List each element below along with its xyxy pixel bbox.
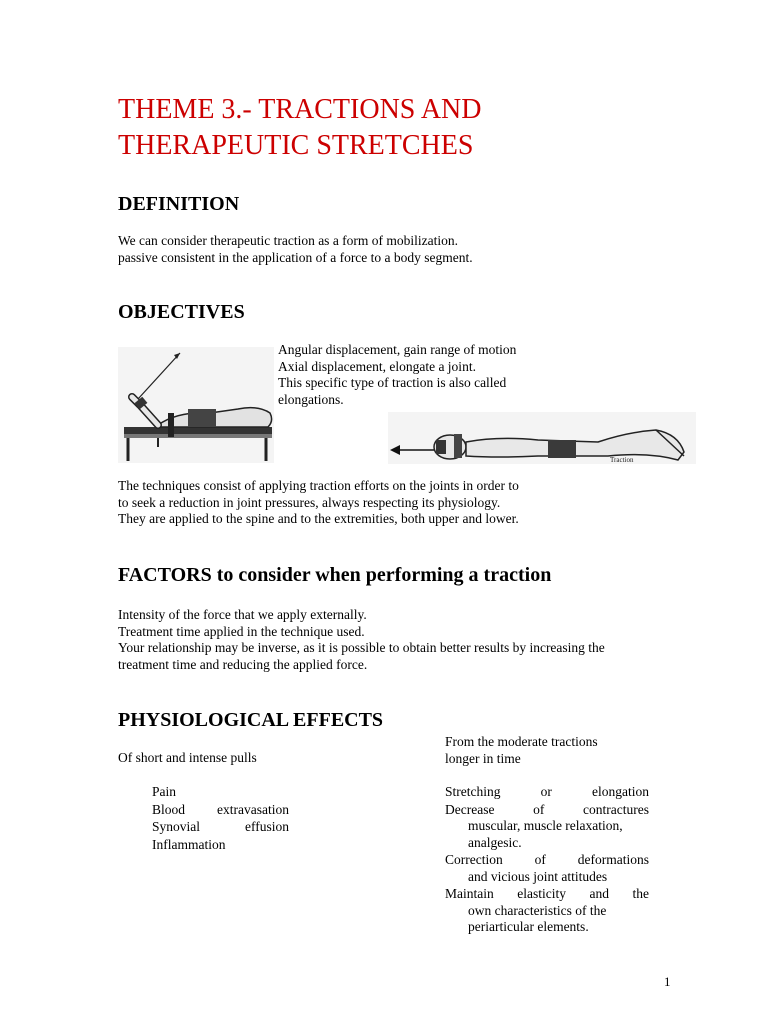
right-item-deformations: Correction of deformations: [445, 852, 649, 867]
left-item-synovial-effusion: Synovial effusion: [152, 819, 289, 834]
techniques-line-1: The techniques consist of applying traction efforts on the joints in order to: [118, 478, 519, 493]
left-item-blood-extravasation: Blood extravasation: [152, 801, 289, 817]
definition-text: [118, 233, 473, 266]
factors-line-3: Your relationship may be inverse, as it is possible to obtain better results by increasing the: [118, 640, 605, 655]
factors-heading: FACTORS to consider when performing a traction: [118, 564, 552, 586]
physiological-heading: PHYSIOLOGICAL EFFECTS: [118, 709, 384, 731]
techniques-text: [118, 478, 519, 528]
factors-text: [118, 607, 605, 673]
short-pulls-list: [152, 784, 289, 853]
definition-heading: DEFINITION: [118, 193, 240, 215]
right-intro-line-1: From the moderate tractions: [445, 734, 598, 749]
right-item-contractures-cont-2: analgesic.: [468, 834, 522, 850]
right-item-contractures: Decrease of contractures: [445, 801, 649, 817]
factors-line-4: treatment time and reducing the applied force.: [118, 656, 368, 672]
definition-line-2: passive consistent in the application of a force to a body segment.: [118, 249, 473, 265]
axial-traction-illustration: [388, 412, 696, 464]
moderate-tractions-intro: [445, 734, 598, 767]
title-line-2: THERAPEUTIC STRETCHES: [118, 130, 474, 161]
objectives-line-1: Angular displacement, gain range of motion: [278, 342, 517, 357]
traction-label: Traction: [610, 456, 634, 464]
right-item-contractures-cont-1: muscular, muscle relaxation,: [468, 818, 623, 833]
objectives-text: [278, 342, 516, 408]
right-item-stretching: Stretching or elongation: [445, 784, 649, 799]
leg-traction-illustration: [118, 347, 274, 463]
objectives-heading: OBJECTIVES: [118, 301, 245, 323]
right-item-elasticity: Maintain elasticity and the: [445, 886, 649, 901]
definition-line-1: We can consider therapeutic traction as a form of mobilization.: [118, 233, 459, 248]
left-item-inflammation: Inflammation: [152, 836, 226, 852]
right-item-deformations-cont-1: and vicious joint attitudes: [468, 868, 608, 884]
right-intro-line-2: longer in time: [445, 750, 521, 766]
techniques-line-3: They are applied to the spine and to the extremities, both upper and lower.: [118, 511, 519, 526]
page-title: [118, 92, 678, 164]
objectives-line-2: Axial displacement, elongate a joint.: [278, 358, 476, 374]
moderate-tractions-list: [445, 784, 649, 936]
page-number: 1: [664, 974, 671, 989]
right-item-elasticity-cont-1: own characteristics of the: [468, 902, 607, 918]
factors-line-1: Intensity of the force that we apply externally.: [118, 607, 367, 622]
title-line-1: THEME 3.- TRACTIONS AND: [118, 94, 482, 125]
short-pulls-intro: Of short and intense pulls: [118, 750, 257, 765]
objectives-line-3: This specific type of traction is also called: [278, 375, 507, 390]
objectives-line-4: elongations.: [278, 391, 344, 407]
left-item-pain: Pain: [152, 784, 177, 799]
factors-line-2: Treatment time applied in the technique used.: [118, 623, 365, 639]
techniques-line-2: to seek a reduction in joint pressures, always respecting its physiology.: [118, 494, 501, 510]
right-item-elasticity-cont-2: periarticular elements.: [468, 919, 589, 934]
